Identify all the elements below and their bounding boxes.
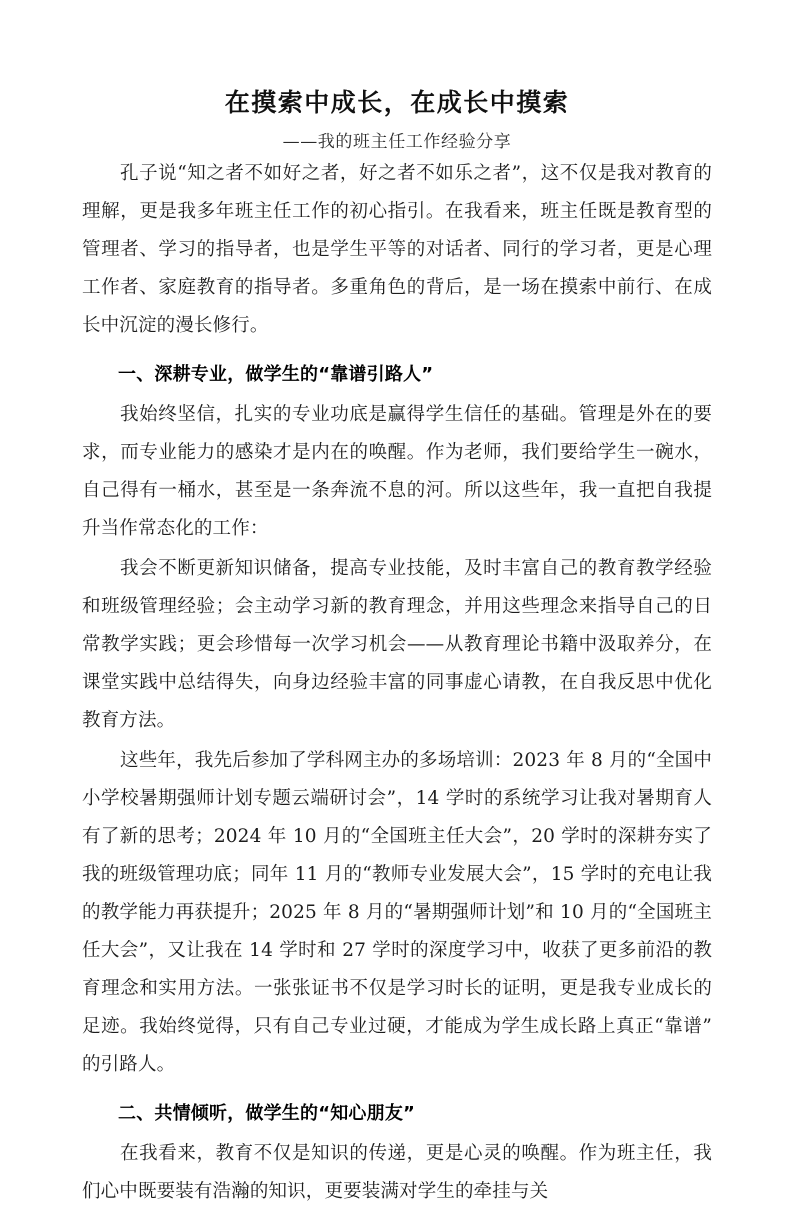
- section-heading-2: 二、共情倾听，做学生的“知心朋友”: [118, 1103, 416, 1124]
- paragraph-body-1: 我始终坚信，扎实的专业功底是赢得学生信任的基础。管理是外在的要求，而专业能力的感染才是内在的唤醒。作为老师，我们要给学生一碗水，自己得有一桶水，甚至是一条奔流不息的河。所以这些年，我一直把自我提升当作常态化的工作：: [82, 404, 712, 539]
- paragraph-body-2: 我会不断更新知识储备，提高专业技能，及时丰富自己的教育教学经验和班级管理经验；会主动学习新的教育理念，并用这些理念来指导自己的日常教学实践；更会珍惜每一次学习机会——从教育理论书籍中汲取养分，在课堂实践中总结得失，向身边经验丰富的同事虚心请教，在自我反思中优化教育方法。: [82, 558, 712, 731]
- paragraph-body-4: 在我看来，教育不仅是知识的传递，更是心灵的唤醒。作为班主任，我们心中既要装有浩瀚的知识，更要装满对学生的牵挂与关: [82, 1143, 712, 1202]
- paragraph-intro: 孔子说“知之者不如好之者，好之者不如乐之者”，这不仅是我对教育的理解，更是我多年班主任工作的初心指引。在我看来，班主任既是教育型的管理者、学习的指导者，也是学生平等的对话者、同行的学习者，更是心理工作者、家庭教育的指导者。多重角色的背后，是一场在摸索中前行、在成长中沉淀的漫长修行。: [82, 163, 712, 336]
- page-title: 在摸索中成长，在成长中摸索: [224, 88, 570, 117]
- section-heading-1: 一、深耕专业，做学生的“靠谱引路人”: [118, 364, 434, 385]
- document-subtitle: ——我的班主任工作经验分享: [282, 132, 512, 152]
- paragraph-body-3: 这些年，我先后参加了学科网主办的多场培训：2023 年 8 月的“全国中小学校暑期强师计划专题云端研讨会”，14 学时的系统学习让我对暑期育人有了新的思考；2024 年 10 月的“全国班主任大会”，20 学时的深耕夯实了我的班级管理功底；同年 11 月的“教师专业发展大会”，15 学时的充电让我的教学能力再获提升；2025 年 8 月的“暑期强师计划”和 10 月的“全国班主任大会”，又让我在 14 学时和 27 学时的深度学习中，收获了更多前沿的教育理念和实用方法。一张张证书不仅是学习时长的证明，更是我专业成长的足迹。我始终觉得，只有自己专业过硬，才能成为学生成长路上真正“靠谱”的引路人。: [82, 750, 712, 1075]
- document-content-column: [82, 0, 712, 1211]
